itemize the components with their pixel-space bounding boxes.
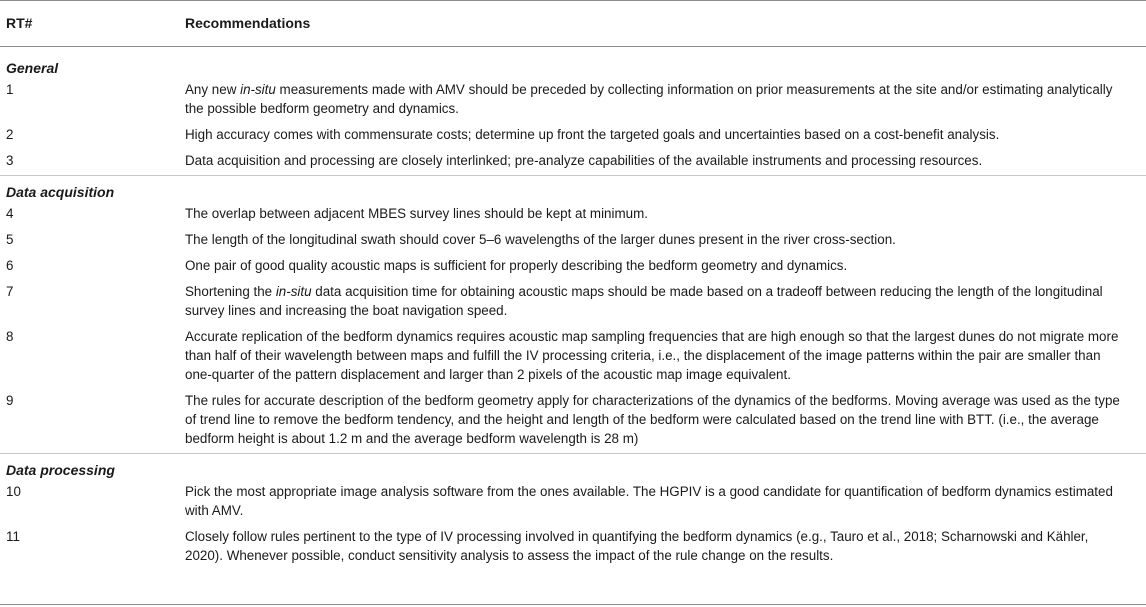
recommendation-text (185, 204, 1120, 223)
recommendation-text (185, 80, 1120, 118)
italic-term: in-situ (275, 284, 312, 299)
table-row (0, 525, 1146, 570)
rt-number: 6 (6, 258, 14, 273)
rt-number: 1 (6, 82, 14, 97)
rt-number: 11 (6, 529, 20, 544)
text-segment: Any new (185, 82, 241, 97)
text-segment: Closely follow rules pertinent to the type of IV processing involved in quantifying the bedform dynamics (e.g., Tauro et al., 2018; Scharnowski and Kähler, 2020). Whenever possible, conduct sensitivity analysis to assess the impact of the rule change on the results. (185, 529, 1089, 563)
recommendation-text (185, 256, 1120, 275)
header-recommendations: Recommendations (185, 15, 311, 31)
rt-number: 2 (6, 127, 14, 142)
recommendation-text (185, 391, 1120, 448)
table-row (0, 149, 1146, 175)
text-segment: One pair of good quality acoustic maps is sufficient for properly describing the bedform geometry and dynamics. (185, 258, 848, 273)
table-row (0, 228, 1146, 254)
text-segment: The rules for accurate description of the bedform geometry apply for characterizations of the dynamics of the bedforms. Moving average was used as the type of trend line to remove the bedform tendency, and the height and length of the bedform were calculated based on the trend line with BTT. (i.e., the average bedform height is about 1.2 m and the average bedform wavelength is 28 m) (185, 393, 1120, 446)
rt-number: 5 (6, 232, 14, 247)
text-segment: The overlap between adjacent MBES survey lines should be kept at minimum. (185, 206, 648, 221)
rt-number: 8 (6, 329, 14, 344)
recommendation-text (185, 527, 1120, 565)
text-segment: Pick the most appropriate image analysis software from the ones available. The HGPIV is a good candidate for quantification of bedform dynamics estimated with AMV. (185, 484, 1113, 518)
recommendation-text (185, 282, 1120, 320)
recommendation-text (185, 230, 1120, 249)
section-heading: Data acquisition (6, 184, 115, 200)
rt-number: 9 (6, 393, 14, 408)
table-row (0, 78, 1146, 123)
text-segment: Shortening the (185, 284, 276, 299)
table-row (0, 280, 1146, 325)
section-heading: Data processing (6, 462, 115, 478)
text-segment: measurements made with AMV should be preceded by collecting information on prior measurements at the site and/or estimating analytically the possible bedform geometry and dynamics. (185, 82, 1113, 116)
table-header-row (0, 0, 1146, 46)
text-segment: Accurate replication of the bedform dynamics requires acoustic map sampling frequencies that are high enough so that the largest dunes do not migrate more than half of their wavelength between maps and fulfill the IV processing criteria, i.e., the displacement of the image patterns within the pair are smaller than one-quarter of the pattern displacement and larger than 2 pixels of the acoustic map image equivalent. (185, 329, 1119, 382)
text-segment: Data acquisition and processing are closely interlinked; pre-analyze capabilities of the available instruments and processing resources. (185, 153, 983, 168)
rt-number: 4 (6, 206, 14, 221)
table-header-rule (0, 46, 1146, 47)
table-bottom-rule (0, 604, 1146, 605)
recommendation-text (185, 151, 1120, 170)
table-row (0, 389, 1146, 453)
recommendation-text (185, 125, 1120, 144)
header-rt-number: RT# (6, 15, 33, 31)
table-row (0, 254, 1146, 280)
table-row (0, 325, 1146, 389)
text-segment: The length of the longitudinal swath should cover 5–6 wavelengths of the larger dunes present in the river cross-section. (185, 232, 896, 247)
table-row (0, 202, 1146, 228)
text-segment: High accuracy comes with commensurate costs; determine up front the targeted goals and uncertainties based on a cost-benefit analysis. (185, 127, 1000, 142)
rt-number: 3 (6, 153, 14, 168)
text-segment: data acquisition time for obtaining acoustic maps should be made based on a tradeoff between reducing the length of the longitudinal survey lines and increasing the boat navigation speed. (185, 284, 1103, 318)
italic-term: in-situ (240, 82, 276, 97)
table-row (0, 123, 1146, 149)
section-heading: General (6, 60, 59, 76)
rt-number: 7 (6, 284, 14, 299)
recommendation-text (185, 482, 1120, 520)
rt-number: 10 (6, 484, 21, 499)
table-body (0, 52, 1146, 570)
recommendation-text (185, 327, 1120, 384)
table-row (0, 480, 1146, 525)
